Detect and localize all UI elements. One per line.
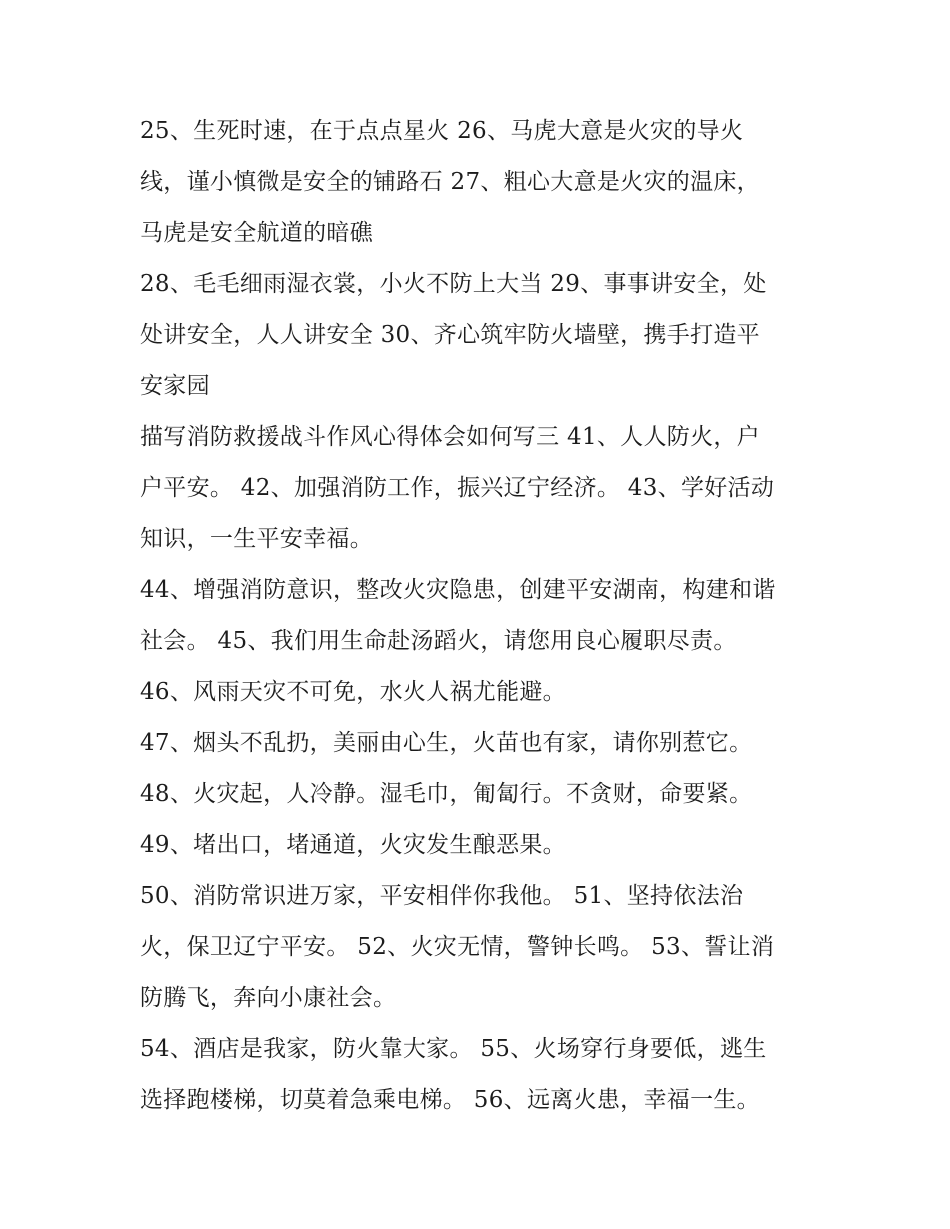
text-line-12: 46、风雨天灾不可免，水火人祸尤能避。 bbox=[140, 679, 566, 705]
text-line-5: 处讲安全，人人讲安全 30、齐心筑牢防火墙壁，携手打造平 bbox=[140, 322, 760, 348]
text-line-17: 火，保卫辽宁平安。 52、火灾无情，警钟长鸣。 53、誓让消 bbox=[140, 934, 775, 960]
text-line-20: 选择跑楼梯，切莫着急乘电梯。 56、远离火患，幸福一生。 bbox=[140, 1087, 760, 1113]
text-line-7: 描写消防救援战斗作风心得体会如何写三 41、人人防火，户 bbox=[140, 424, 760, 450]
text-line-14: 48、火灾起，人冷静。湿毛巾，匍匐行。不贪财，命要紧。 bbox=[140, 781, 753, 807]
text-line-16: 50、消防常识进万家，平安相伴你我他。 51、坚持依法治 bbox=[140, 883, 744, 909]
text-line-2: 线，谨小慎微是安全的铺路石 27、粗心大意是火灾的温床， bbox=[140, 169, 760, 195]
text-line-9: 知识，一生平安幸福。 bbox=[140, 526, 373, 552]
text-line-8: 户平安。 42、加强消防工作，振兴辽宁经济。 43、学好活动 bbox=[140, 475, 775, 501]
text-line-6: 安家园 bbox=[140, 373, 210, 399]
text-line-13: 47、烟头不乱扔，美丽由心生，火苗也有家，请你别惹它。 bbox=[140, 730, 753, 756]
document-body bbox=[140, 106, 820, 1126]
text-line-11: 社会。 45、我们用生命赴汤蹈火，请您用良心履职尽责。 bbox=[140, 628, 737, 654]
text-line-1: 25、生死时速，在于点点星火 26、马虎大意是火灾的导火 bbox=[140, 118, 744, 144]
text-line-3: 马虎是安全航道的暗礁 bbox=[140, 220, 373, 246]
text-line-4: 28、毛毛细雨湿衣裳，小火不防上大当 29、事事讲安全，处 bbox=[140, 271, 767, 297]
text-line-18: 防腾飞，奔向小康社会。 bbox=[140, 985, 397, 1011]
text-line-19: 54、酒店是我家，防火靠大家。 55、火场穿行身要低，逃生 bbox=[140, 1036, 767, 1062]
text-line-15: 49、堵出口，堵通道，火灾发生酿恶果。 bbox=[140, 832, 566, 858]
text-line-10: 44、增强消防意识，整改火灾隐患，创建平安湖南，构建和谐 bbox=[140, 577, 776, 603]
